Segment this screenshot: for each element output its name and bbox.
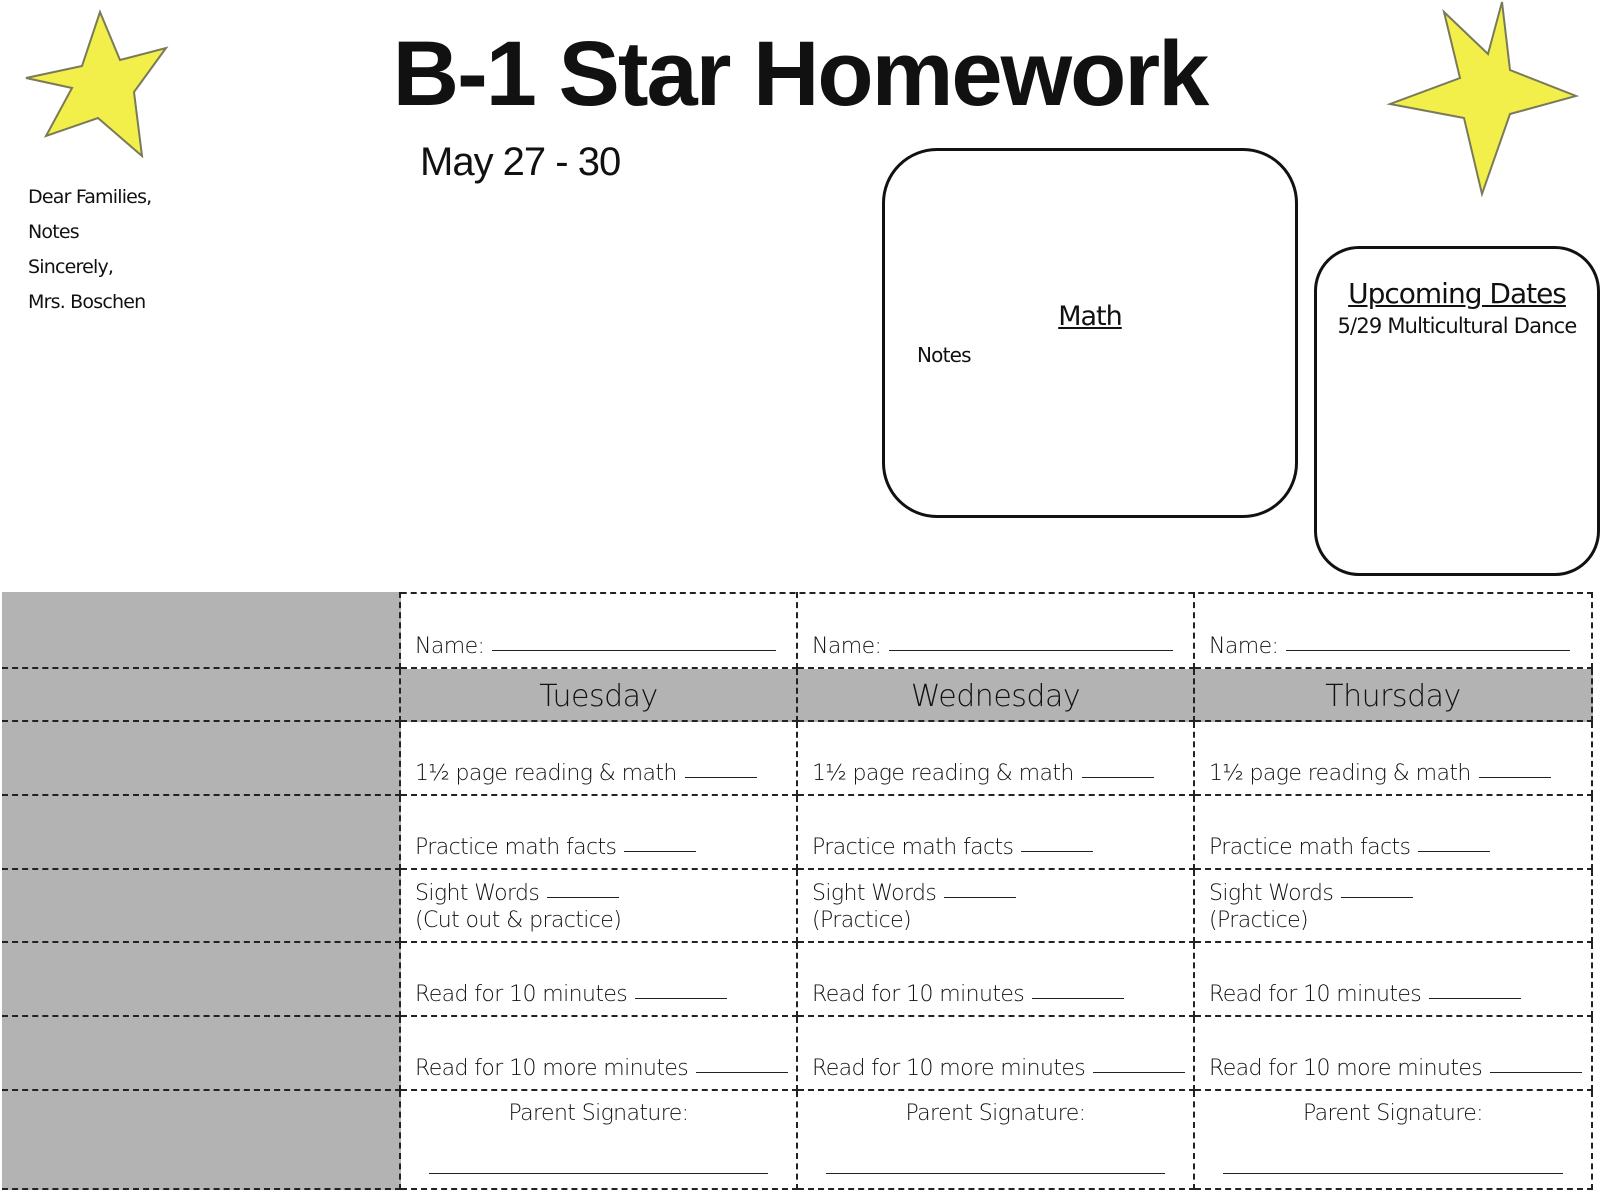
day-label-tuesday: Tuesday bbox=[539, 679, 658, 714]
letter-body: Notes bbox=[28, 221, 79, 243]
check-blank[interactable] bbox=[1418, 851, 1490, 852]
day-header bbox=[798, 669, 1195, 722]
sight-words-label: Sight Words bbox=[1209, 881, 1334, 906]
read-10-label: Read for 10 minutes bbox=[1209, 982, 1422, 1007]
task-cell bbox=[1195, 722, 1593, 796]
check-blank[interactable] bbox=[1021, 851, 1093, 852]
read-10-more-label: Read for 10 more minutes bbox=[1209, 1056, 1483, 1081]
day-label-wednesday: Wednesday bbox=[910, 679, 1081, 714]
task-cell bbox=[1195, 870, 1593, 943]
date-range: May 27 - 30 bbox=[420, 140, 621, 184]
task-cell bbox=[1195, 943, 1593, 1017]
task-cell bbox=[798, 943, 1195, 1017]
check-blank[interactable] bbox=[1093, 1072, 1185, 1073]
check-blank[interactable] bbox=[696, 1072, 788, 1073]
math-box bbox=[882, 148, 1298, 518]
sight-words-note: (Practice) bbox=[812, 908, 912, 933]
name-cell bbox=[401, 592, 798, 669]
parent-signature-label: Parent Signature: bbox=[508, 1101, 689, 1126]
check-blank[interactable] bbox=[1429, 998, 1521, 999]
sight-words-label: Sight Words bbox=[812, 881, 937, 906]
check-blank[interactable] bbox=[635, 998, 727, 999]
grey-cell bbox=[2, 1017, 401, 1091]
task-cell bbox=[798, 870, 1195, 943]
day-header bbox=[1195, 669, 1593, 722]
letter-closing: Sincerely, bbox=[28, 256, 114, 278]
signature-line[interactable] bbox=[1223, 1173, 1563, 1174]
math-facts-label: Practice math facts bbox=[415, 835, 617, 860]
sight-words-note: (Cut out & practice) bbox=[415, 908, 622, 933]
upcoming-date-item: 5/29 Multicultural Dance bbox=[1337, 314, 1577, 338]
signature-line[interactable] bbox=[429, 1173, 768, 1174]
name-blank[interactable] bbox=[492, 650, 776, 651]
grey-cell bbox=[2, 592, 401, 669]
letter-greeting: Dear Families, bbox=[28, 186, 152, 208]
grey-cell bbox=[2, 1091, 401, 1190]
check-blank[interactable] bbox=[547, 897, 619, 898]
parent-signature-label: Parent Signature: bbox=[1302, 1101, 1483, 1126]
page-title: B-1 Star Homework bbox=[392, 23, 1208, 125]
day-header bbox=[401, 669, 798, 722]
task-cell bbox=[798, 796, 1195, 870]
reading-math-label: 1½ page reading & math bbox=[415, 761, 677, 786]
check-blank[interactable] bbox=[1032, 998, 1124, 999]
task-cell bbox=[798, 1017, 1195, 1091]
check-blank[interactable] bbox=[1082, 777, 1154, 778]
read-10-more-label: Read for 10 more minutes bbox=[812, 1056, 1086, 1081]
parent-signature-label: Parent Signature: bbox=[905, 1101, 1086, 1126]
check-blank[interactable] bbox=[1490, 1072, 1582, 1073]
sight-words-label: Sight Words bbox=[415, 881, 540, 906]
task-cell bbox=[1195, 1017, 1593, 1091]
math-facts-label: Practice math facts bbox=[1209, 835, 1411, 860]
signature-line[interactable] bbox=[826, 1173, 1165, 1174]
read-10-label: Read for 10 minutes bbox=[415, 982, 628, 1007]
upcoming-dates-box bbox=[1314, 246, 1600, 576]
name-label: Name: bbox=[415, 634, 485, 659]
name-cell bbox=[798, 592, 1195, 669]
task-cell bbox=[401, 722, 798, 796]
grey-cell bbox=[2, 669, 401, 722]
upcoming-dates-heading: Upcoming Dates bbox=[1348, 277, 1566, 310]
check-blank[interactable] bbox=[624, 851, 696, 852]
task-cell bbox=[1195, 796, 1593, 870]
day-label-thursday: Thursday bbox=[1325, 679, 1461, 714]
sight-words-note: (Practice) bbox=[1209, 908, 1309, 933]
read-10-more-label: Read for 10 more minutes bbox=[415, 1056, 689, 1081]
reading-math-label: 1½ page reading & math bbox=[812, 761, 1074, 786]
grey-cell bbox=[2, 722, 401, 796]
signature-cell bbox=[798, 1091, 1195, 1190]
family-letter bbox=[28, 180, 151, 320]
star-icon-right bbox=[1384, 0, 1584, 200]
math-facts-label: Practice math facts bbox=[812, 835, 1014, 860]
read-10-label: Read for 10 minutes bbox=[812, 982, 1025, 1007]
math-notes: Notes bbox=[917, 343, 971, 367]
task-cell bbox=[798, 722, 1195, 796]
grey-cell bbox=[2, 870, 401, 943]
task-cell bbox=[401, 796, 798, 870]
signature-cell bbox=[401, 1091, 798, 1190]
check-blank[interactable] bbox=[944, 897, 1016, 898]
reading-math-label: 1½ page reading & math bbox=[1209, 761, 1471, 786]
task-cell bbox=[401, 870, 798, 943]
check-blank[interactable] bbox=[1341, 897, 1413, 898]
task-cell bbox=[401, 1017, 798, 1091]
check-blank[interactable] bbox=[685, 777, 757, 778]
grey-cell bbox=[2, 943, 401, 1017]
task-cell bbox=[401, 943, 798, 1017]
name-label: Name: bbox=[812, 634, 882, 659]
math-heading: Math bbox=[1058, 301, 1122, 332]
star-icon-left bbox=[22, 8, 172, 158]
letter-signature: Mrs. Boschen bbox=[28, 291, 146, 313]
signature-cell bbox=[1195, 1091, 1593, 1190]
name-label: Name: bbox=[1209, 634, 1279, 659]
name-blank[interactable] bbox=[889, 650, 1173, 651]
name-blank[interactable] bbox=[1286, 650, 1570, 651]
name-cell bbox=[1195, 592, 1593, 669]
check-blank[interactable] bbox=[1479, 777, 1551, 778]
grey-cell bbox=[2, 796, 401, 870]
